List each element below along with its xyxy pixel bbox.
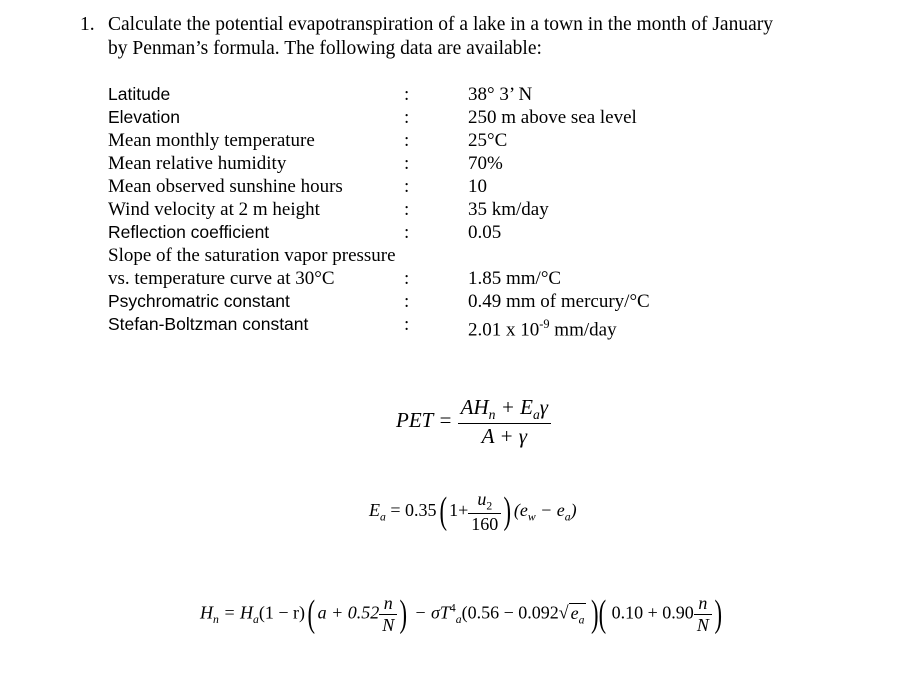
data-value: 25°C — [468, 130, 508, 151]
data-value: 10 — [468, 176, 487, 197]
data-colon: : — [404, 107, 410, 128]
data-value: 38° 3’ N — [468, 84, 533, 105]
question-text-line-1: Calculate the potential evapotranspiration of a lake in a town in the month of January — [108, 14, 773, 35]
data-row-slope-heading — [0, 244, 901, 267]
data-label: Wind velocity at 2 m height — [108, 199, 320, 220]
data-label: Elevation — [108, 107, 180, 127]
pet-equation — [396, 395, 551, 449]
data-label: Mean relative humidity — [108, 153, 287, 174]
data-colon: : — [404, 268, 410, 289]
data-row-mean-monthly-temperature — [0, 129, 901, 152]
data-row-mean-relative-humidity — [0, 152, 901, 175]
value-exponent: -9 — [539, 317, 550, 331]
data-colon: : — [404, 176, 410, 197]
pet-fraction — [458, 395, 551, 449]
data-colon: : — [404, 314, 410, 335]
data-colon: : — [404, 199, 410, 220]
pet-denominator: A + γ — [458, 423, 551, 449]
data-row-stefan-boltzman — [0, 313, 901, 341]
hn-fraction-2: $\frac{n}{N}$ — [694, 593, 712, 636]
data-value: 1.85 mm/°C — [468, 268, 562, 289]
data-row-elevation — [0, 106, 901, 129]
data-colon: : — [404, 153, 410, 174]
pet-numerator: $AH_n + E_a\gamma$ — [460, 395, 549, 423]
data-colon: : — [404, 130, 410, 151]
data-row-psychrometric-constant — [0, 290, 901, 313]
question-text-line-2: by Penman’s formula. The following data are available: — [108, 38, 542, 59]
ea-fraction: $\frac{u_2}{160}$ — [468, 489, 501, 535]
data-label: Reflection coefficient — [108, 222, 270, 242]
ea-equation: $E_a = 0.35$( 1+ $\frac{u_2}{160}$ ) $(e_w - e_a)$ — [369, 489, 577, 534]
data-colon: : — [404, 291, 410, 312]
data-row-wind-velocity — [0, 198, 901, 221]
value-unit: mm/day — [549, 319, 617, 341]
data-value: 70% — [468, 153, 503, 174]
data-label: Stefan-Boltzman constant — [108, 314, 309, 334]
data-value: 0.05 — [468, 222, 502, 243]
data-row-reflection-coefficient — [0, 221, 901, 244]
pet-lhs: PET = — [396, 407, 453, 432]
data-value — [468, 313, 617, 341]
data-colon: : — [404, 84, 410, 105]
hn-equation: $H_n = H_a(1 - r)$( a + 0.52 $\frac{n}{N}$ ) − $\sigma T^4_a(0.56 - 0.092√$ $e_a$ )( 0.10 + 0.90 $\frac{n}{N}$ ) — [200, 592, 722, 635]
data-label: Mean observed sunshine hours — [108, 176, 343, 197]
data-row-slope-value — [0, 267, 901, 290]
data-label: Mean monthly temperature — [108, 130, 315, 151]
data-colon: : — [404, 222, 410, 243]
data-value: 35 km/day — [468, 199, 549, 220]
data-label: vs. temperature curve at 30°C — [108, 268, 335, 289]
hn-fraction-1: $\frac{n}{N}$ — [379, 593, 397, 636]
data-label: Latitude — [108, 84, 171, 104]
question-number: 1. — [80, 14, 95, 35]
data-row-latitude — [0, 83, 901, 106]
data-row-sunshine-hours — [0, 175, 901, 198]
data-label: Slope of the saturation vapor pressure — [108, 245, 396, 266]
sqrt-ea: $e_a$ — [570, 602, 585, 627]
data-value: 250 m above sea level — [468, 107, 637, 128]
data-value: 0.49 mm of mercury/°C — [468, 291, 650, 312]
value-mantissa: 2.01 x 10 — [468, 319, 540, 341]
data-label: Psychromatric constant — [108, 291, 290, 311]
